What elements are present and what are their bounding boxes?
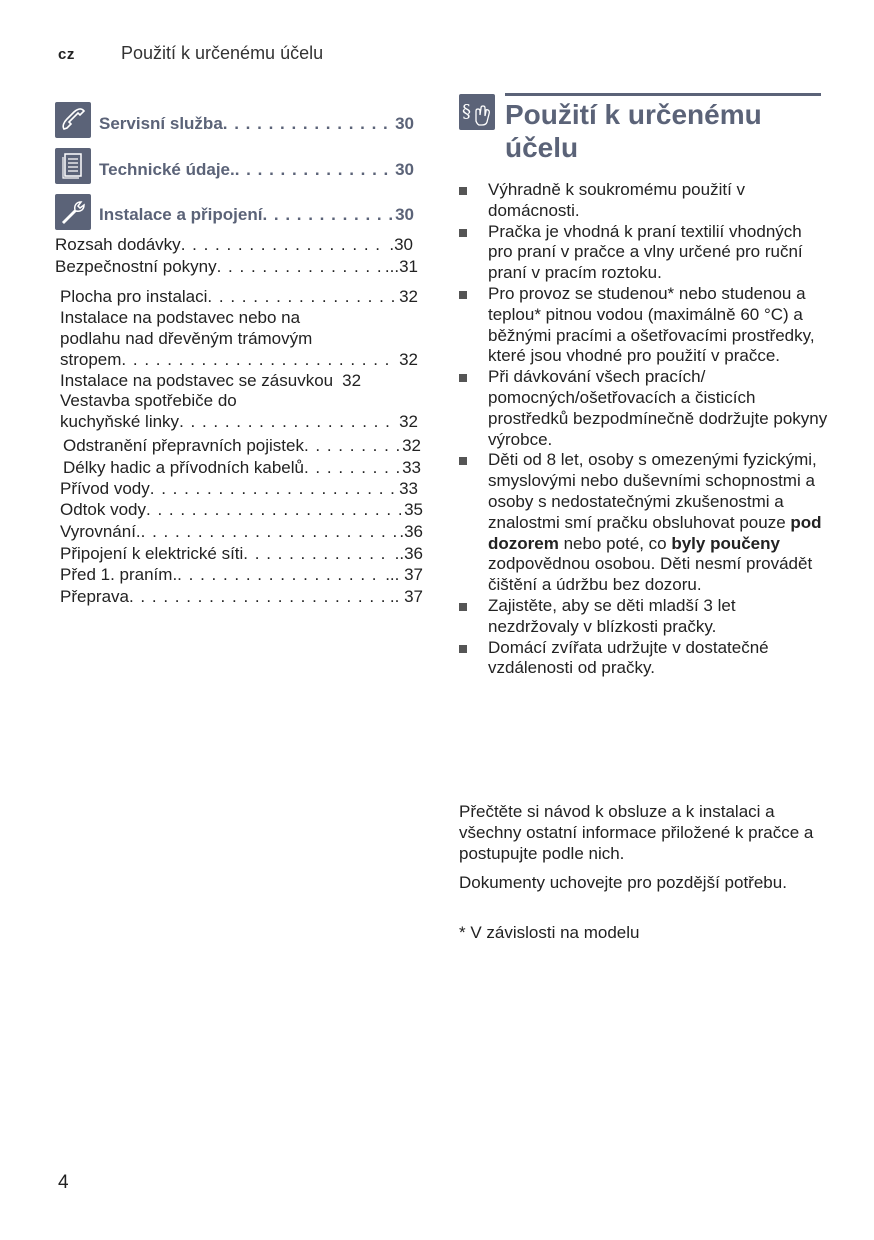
toc-entry-pripojeni-elektricke-siti[interactable] xyxy=(60,543,423,564)
toc-label: Přívod vody xyxy=(60,479,150,498)
paragraph-hand-icon xyxy=(459,94,495,130)
toc-page: 33 xyxy=(402,458,421,477)
toc-label-line: podlahu nad dřevěným trámovým xyxy=(60,329,313,348)
toc-label: Odtok vody xyxy=(60,500,146,519)
toc-label: Vyrovnání. xyxy=(60,522,141,541)
section-rule xyxy=(505,93,821,96)
toc-entry-delky-hadic[interactable] xyxy=(63,457,421,478)
toc-page: .. 37 xyxy=(389,587,423,606)
toc-page: .36 xyxy=(399,522,423,541)
toc-label-line: Instalace na podstavec nebo na xyxy=(60,308,301,327)
toc-label: Před 1. praním. xyxy=(60,565,178,584)
toc-label: Délky hadic a přívodních kabelů xyxy=(63,458,304,477)
toc-entry-bezpecnostni-pokyny[interactable] xyxy=(55,256,418,277)
toc-page: 33 xyxy=(399,479,418,498)
toc-page: ... 37 xyxy=(385,565,423,584)
toc-page: 30 xyxy=(395,205,414,224)
list-item: Při dávkování všech pracích/ pomocných/ošetřovacích a čisticích prostředků bezpodmínečně dodržujte pokyny výrobce. xyxy=(459,367,829,450)
list-item: Pro provoz se studenou* nebo studenou a teplou* pitnou vodou (maximálně 60 °C) a běžnými pracími a ošetřovacími prostředky, které jsou vhodné pro použití v pračce. xyxy=(459,284,829,367)
toc-entry-odtok-vody[interactable] xyxy=(60,499,423,520)
toc-entry-technicke-udaje[interactable] xyxy=(99,160,414,180)
toc-page: 30 xyxy=(395,160,414,179)
toc-entry-preprava[interactable] xyxy=(60,586,423,607)
toc-label: kuchyňské linky xyxy=(60,412,180,431)
page-number: 4 xyxy=(58,1172,69,1193)
bold-text: byly poučeny xyxy=(671,533,780,553)
section-title: Použití k určenému účelu xyxy=(505,99,762,163)
toc-page: 32 xyxy=(399,287,418,306)
paragraph-instructions: Přečtěte si návod k obsluze a k instalaci a všechny ostatní informace přiložené k pračce a postupujte podle nich. xyxy=(459,802,814,863)
toc-entry-privod-vody[interactable] xyxy=(60,478,418,499)
toc-entry-prepravni-pojistky[interactable] xyxy=(63,435,421,456)
toc-page: 32 xyxy=(399,412,418,431)
toc-page: 32 xyxy=(342,371,362,390)
toc-label: Servisní služba xyxy=(99,114,223,133)
header-title: Použití k určenému účelu xyxy=(121,43,324,63)
toc-entry-instalace[interactable] xyxy=(99,205,414,225)
list-item: Domácí zvířata udržujte v dostatečné vzdálenosti od pračky. xyxy=(459,638,829,680)
toc-entry-pred-pranim[interactable] xyxy=(60,564,423,585)
svg-text:§: § xyxy=(462,101,471,122)
list-item: Zajistěte, aby se děti mladší 3 let nezdržovaly v blízkosti pračky. xyxy=(459,596,829,638)
toc-page: 32 xyxy=(402,436,421,455)
toc-entry-vestavba[interactable] xyxy=(60,390,418,432)
phone-icon xyxy=(55,102,91,138)
language-code: cz xyxy=(58,46,75,63)
toc-page: 30 xyxy=(395,114,414,133)
toc-label-line: Vestavba spotřebiče do xyxy=(60,391,237,410)
toc-label: Odstranění přepravních pojistek xyxy=(63,436,304,455)
toc-entry-servisni-sluzba[interactable] xyxy=(99,114,414,134)
footnote: * V závislosti na modelu xyxy=(459,923,640,942)
list-item: Děti od 8 let, osoby s omezenými fyzickými, smyslovými nebo duševními schopnostmi a osoby s nedostatečnými zkušenostmi a znalostmi smí pračku obsluhovat pouze pod dozorem nebo poté, co byly poučeny zodpovědnou osobou. Děti nesmí provádět čištění a údržbu bez dozoru. xyxy=(459,450,829,596)
bullet-list xyxy=(459,180,829,679)
toc-label: Technické údaje. xyxy=(99,160,235,179)
paragraph-documents: Dokumenty uchovejte pro pozdější potřebu. xyxy=(459,873,787,892)
toc-page: .30 xyxy=(389,235,413,254)
toc-entry-rozsah-dodavky[interactable] xyxy=(55,234,413,255)
toc-label: Bezpečnostní pokyny xyxy=(55,257,217,276)
toc-page: ...31 xyxy=(384,257,418,276)
toc-entry-vyrovnani[interactable] xyxy=(60,521,423,542)
toc-entry-plocha[interactable] xyxy=(60,286,418,307)
toc-label: Instalace na podstavec se zásuvkou xyxy=(60,371,334,390)
toc-page: ..36 xyxy=(394,544,423,563)
document-icon xyxy=(55,148,91,184)
list-item: Pračka je vhodná k praní textilií vhodných pro praní v pračce a vlny určené pro ruční praní v pracím roztoku. xyxy=(459,222,829,284)
toc-label: Připojení k elektrické síti xyxy=(60,544,244,563)
bold-text: pod dozorem xyxy=(488,512,822,553)
list-item: Výhradně k soukromému použití v domácnosti. xyxy=(459,180,829,222)
toc-page: 35 xyxy=(404,500,423,519)
toc-label: Instalace a připojení xyxy=(99,205,263,224)
toc-label: Rozsah dodávky xyxy=(55,235,181,254)
toc-entry-podstavec-zasuvka[interactable] xyxy=(60,370,422,391)
wrench-icon xyxy=(55,194,91,230)
toc-label: stropem xyxy=(60,350,122,369)
toc-entry-podstavec-podlaha[interactable] xyxy=(60,307,418,370)
toc-page: 32 xyxy=(399,350,418,369)
toc-label: Plocha pro instalaci xyxy=(60,287,208,306)
toc-label: Přeprava xyxy=(60,587,129,606)
